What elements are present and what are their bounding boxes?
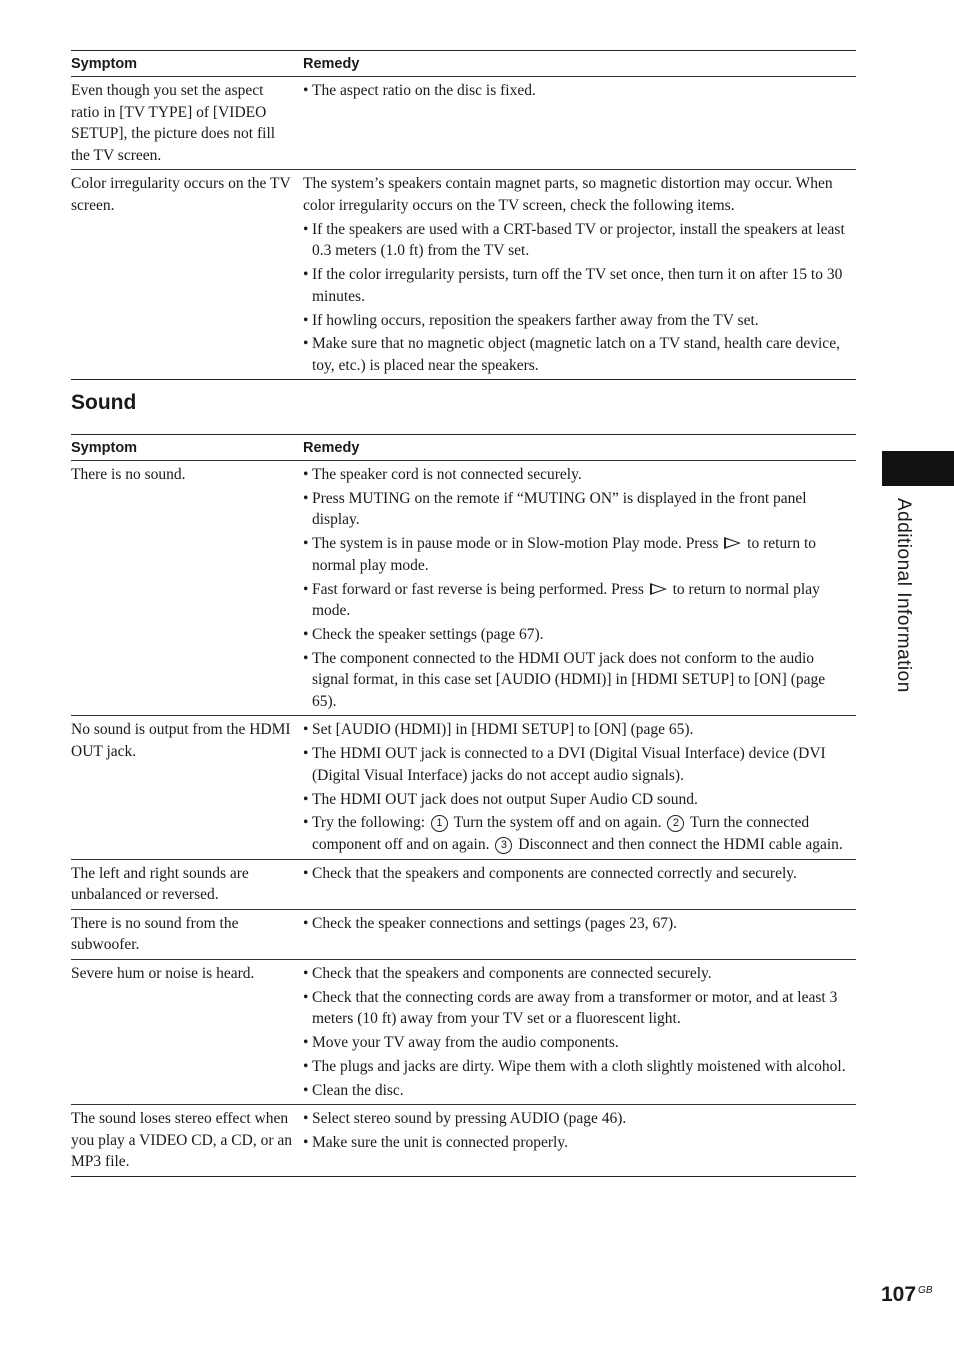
bullet-dot: • bbox=[303, 914, 309, 932]
symptom-cell: There is no sound. bbox=[71, 466, 186, 483]
remedy-bullet: • The HDMI OUT jack is connected to a DVI (Digital Visual Interface) device (DVI (Digital Visual Interface) jacks do not accept audio signals). bbox=[303, 743, 850, 786]
symptom-cell: No sound is output from the HDMI OUT jack. bbox=[71, 721, 291, 761]
remedy-bullet: • The plugs and jacks are dirty. Wipe them with a cloth slightly moistened with alcohol. bbox=[303, 1056, 850, 1078]
table-header bbox=[71, 435, 856, 461]
bullet-dot: • bbox=[303, 988, 309, 1006]
bullet-dot: • bbox=[303, 311, 309, 329]
table-row bbox=[71, 77, 856, 170]
remedy-bullet: • Check the speaker connections and settings (pages 23, 67). bbox=[303, 913, 850, 935]
remedy-cell bbox=[303, 1108, 856, 1173]
remedy-bullet: • Select stereo sound by pressing AUDIO (page 46). bbox=[303, 1108, 850, 1130]
table-row bbox=[71, 910, 856, 960]
symptom-cell: The left and right sounds are unbalanced or reversed. bbox=[71, 864, 249, 904]
side-section-label: Additional Information bbox=[893, 498, 914, 693]
table-row bbox=[71, 716, 856, 859]
remedy-cell bbox=[303, 963, 856, 1101]
bullet-dot: • bbox=[303, 466, 309, 483]
table-row bbox=[71, 170, 856, 379]
remedy-bullet: • Clean the disc. bbox=[303, 1080, 850, 1102]
symptom-column-header: Symptom bbox=[71, 439, 138, 456]
bullet-dot: • bbox=[303, 625, 309, 643]
bullet-dot: • bbox=[303, 335, 309, 353]
table-header bbox=[71, 51, 856, 77]
symptom-cell: Color irregularity occurs on the TV screen. bbox=[71, 175, 291, 214]
bullet-dot: • bbox=[303, 266, 309, 284]
section-tab-marker bbox=[882, 451, 954, 486]
remedy-bullet: • Make sure the unit is connected properly. bbox=[303, 1132, 850, 1154]
remedy-bullet: • Check that the speakers and components are connected securely. bbox=[303, 963, 850, 985]
remedy-cell bbox=[303, 719, 856, 855]
bullet-dot: • bbox=[303, 1034, 309, 1052]
symptom-column-header: Symptom bbox=[71, 55, 138, 72]
bullet-dot: • bbox=[303, 1081, 309, 1099]
remedy-bullet: • The component connected to the HDMI OUT jack does not conform to the audio signal format, in this case set [AUDIO (HDMI)] in [HDMI SETUP] to [ON] (page 65). bbox=[303, 648, 850, 713]
bullet-dot: • bbox=[303, 580, 309, 598]
bullet-dot: • bbox=[303, 535, 309, 553]
play-triangle-icon bbox=[650, 583, 667, 595]
bullet-dot: • bbox=[303, 82, 309, 99]
remedy-bullet: • Check the speaker settings (page 67). bbox=[303, 624, 850, 646]
symptom-cell: There is no sound from the subwoofer. bbox=[71, 914, 239, 954]
remedy-bullet: • Move your TV away from the audio components. bbox=[303, 1032, 850, 1054]
remedy-bullet: • Check that the speakers and components are connected correctly and securely. bbox=[303, 863, 850, 885]
symptom-cell: The sound loses stereo effect when you play a VIDEO CD, a CD, or an MP3 file. bbox=[71, 1110, 292, 1171]
bullet-dot: • bbox=[303, 864, 309, 882]
remedy-bullet: • The HDMI OUT jack does not output Super Audio CD sound. bbox=[303, 789, 850, 811]
remedy-column-header: Remedy bbox=[303, 55, 360, 72]
remedy-cell bbox=[303, 913, 856, 956]
play-triangle-icon bbox=[724, 537, 741, 549]
remedy-cell bbox=[303, 863, 856, 906]
picture-troubleshooting-table bbox=[71, 50, 856, 380]
table-row bbox=[71, 461, 856, 716]
bullet-dot: • bbox=[303, 489, 309, 507]
remedy-bullet: • If the color irregularity persists, turn off the TV set once, then turn it on after 15 to 30 minutes. bbox=[303, 264, 850, 307]
remedy-cell bbox=[303, 80, 856, 166]
bullet-dot: • bbox=[303, 1057, 309, 1075]
circled-number-icon: 3 bbox=[495, 837, 512, 854]
remedy-bullet: • The system is in pause mode or in Slow-motion Play mode. Press to return to normal play mode. bbox=[303, 533, 850, 576]
remedy-bullet: • Try the following: 1 Turn the system off and on again. 2 Turn the connected component off and on again. 3 Disconnect and then connect the HDMI cable again. bbox=[303, 812, 850, 855]
remedy-bullet: • Fast forward or fast reverse is being performed. Press to return to normal play mode. bbox=[303, 579, 850, 622]
remedy-cell bbox=[303, 173, 856, 376]
bullet-dot: • bbox=[303, 790, 309, 808]
bullet-dot: • bbox=[303, 220, 309, 238]
circled-number-icon: 1 bbox=[431, 815, 448, 832]
bullet-dot: • bbox=[303, 964, 309, 982]
bullet-dot: • bbox=[303, 1110, 309, 1128]
page-number: 107 $^{GB}$ bbox=[881, 1283, 933, 1306]
section-title-sound: Sound bbox=[71, 391, 137, 414]
page-suffix: GB bbox=[918, 1285, 933, 1296]
remedy-column-header: Remedy bbox=[303, 439, 360, 456]
bullet-dot: • bbox=[303, 1134, 309, 1152]
table-row bbox=[71, 1105, 856, 1176]
remedy-bullet: • The speaker cord is not connected securely. bbox=[303, 464, 850, 486]
remedy-bullet: • If howling occurs, reposition the speakers farther away from the TV set. bbox=[303, 310, 850, 332]
remedy-cell bbox=[303, 464, 856, 712]
bullet-dot: • bbox=[303, 814, 309, 832]
bullet-dot: • bbox=[303, 721, 309, 739]
symptom-cell: Even though you set the aspect ratio in [TV TYPE] of [VIDEO SETUP], the picture does not fill the TV screen. bbox=[71, 82, 276, 164]
table-row bbox=[71, 860, 856, 910]
remedy-bullet: • Press MUTING on the remote if “MUTING ON” is displayed in the front panel display. bbox=[303, 488, 850, 531]
remedy-bullet: • The aspect ratio on the disc is fixed. bbox=[303, 80, 850, 102]
symptom-cell: Severe hum or noise is heard. bbox=[71, 964, 255, 982]
remedy-bullet: • Check that the connecting cords are away from a transformer or motor, and at least 3 meters (10 ft) away from your TV set or a fluorescent light. bbox=[303, 987, 850, 1030]
bullet-dot: • bbox=[303, 745, 309, 763]
sound-troubleshooting-table bbox=[71, 434, 856, 1177]
bullet-dot: • bbox=[303, 649, 309, 667]
remedy-bullet: • Make sure that no magnetic object (magnetic latch on a TV stand, health care device, toy, etc.) is placed near the speakers. bbox=[303, 333, 850, 376]
remedy-intro: The system’s speakers contain magnet parts, so magnetic distortion may occur. When color irregularity occurs on the TV screen, check the following items. bbox=[303, 175, 833, 214]
remedy-bullet: • If the speakers are used with a CRT-based TV or projector, install the speakers at least 0.3 meters (1.0 ft) from the TV set. bbox=[303, 219, 850, 262]
circled-number-icon: 2 bbox=[667, 815, 684, 832]
table-row bbox=[71, 960, 856, 1105]
remedy-bullet: • Set [AUDIO (HDMI)] in [HDMI SETUP] to [ON] (page 65). bbox=[303, 719, 850, 741]
